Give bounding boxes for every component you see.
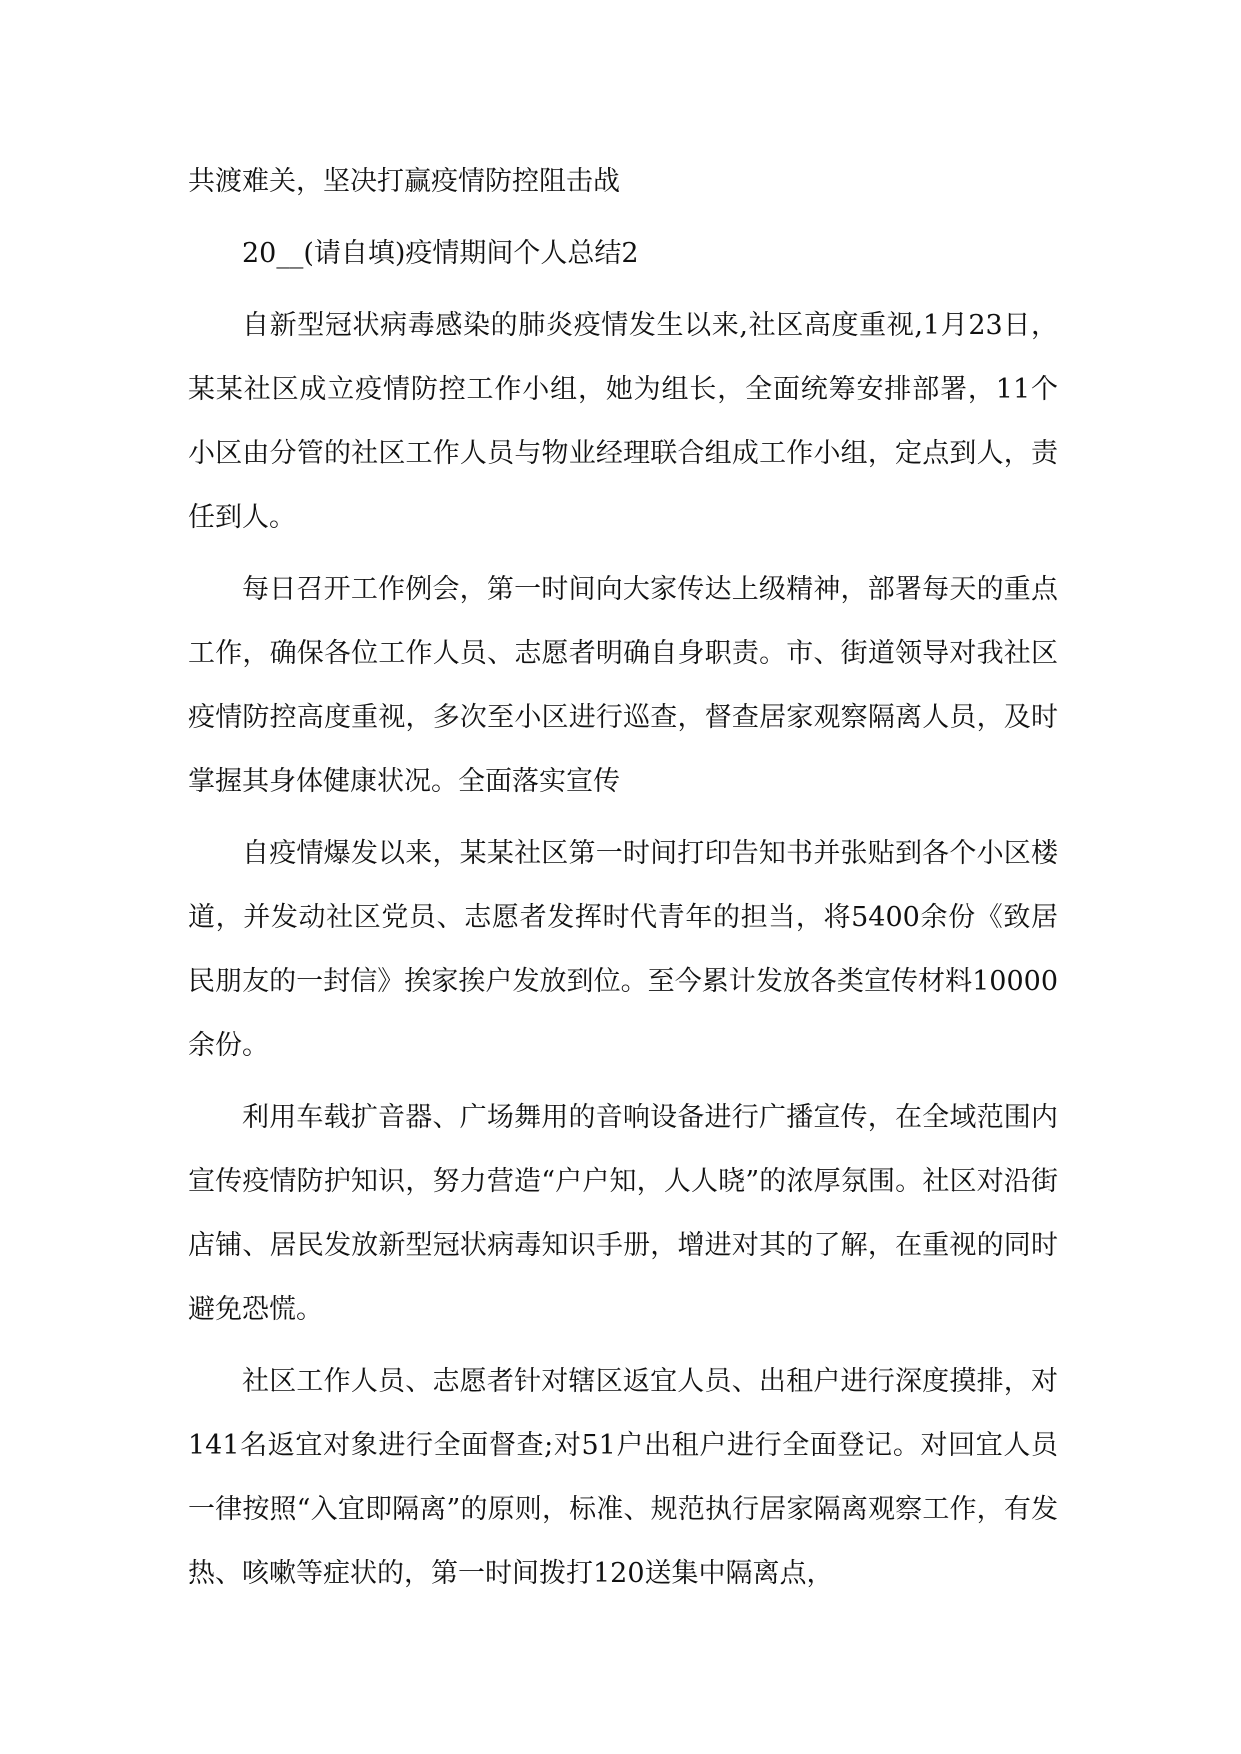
paragraph-broadcast: 利用车载扩音器、广场舞用的音响设备进行广播宣传，在全域范围内宣传疫情防护知识，努力营造“户户知，人人晓”的浓厚氛围。社区对沿街店铺、居民发放新型冠状病毒知识手册，增进对其的了解，在重视的同时避免恐慌。 — [188, 1102, 1058, 1325]
section-heading: 20__(请自填)疫情期间个人总结2 — [242, 238, 639, 269]
paragraph-daily-meetings: 每日召开工作例会，第一时间向大家传达上级精神，部署每天的重点工作，确保各位工作人员、志愿者明确自身职责。市、街道领导对我社区疫情防控高度重视，多次至小区进行巡查，督查居家观察隔离人员，及时掌握其身体健康状况。全面落实宣传 — [188, 574, 1058, 797]
paragraph-intro: 自新型冠状病毒感染的肺炎疫情发生以来,社区高度重视,1月23日，某某社区成立疫情防控工作小组，她为组长，全面统筹安排部署，11个小区由分管的社区工作人员与物业经理联合组成工作小组，定点到人，责任到人。 — [188, 310, 1058, 533]
document-body — [188, 150, 1058, 1614]
paragraph-screening: 社区工作人员、志愿者针对辖区返宜人员、出租户进行深度摸排，对141名返宜对象进行全面督查;对51户出租户进行全面登记。对回宜人员一律按照“入宜即隔离”的原则，标准、规范执行居家隔离观察工作，有发热、咳嗽等症状的，第一时间拨打120送集中隔离点， — [188, 1366, 1058, 1589]
paragraph-publicity: 自疫情爆发以来，某某社区第一时间打印告知书并张贴到各个小区楼道，并发动社区党员、志愿者发挥时代青年的担当，将5400余份《致居民朋友的一封信》挨家挨户发放到位。至今累计发放各类宣传材料10000余份。 — [188, 838, 1058, 1061]
paragraph-closing-line: 共渡难关，坚决打赢疫情防控阻击战 — [188, 166, 620, 197]
